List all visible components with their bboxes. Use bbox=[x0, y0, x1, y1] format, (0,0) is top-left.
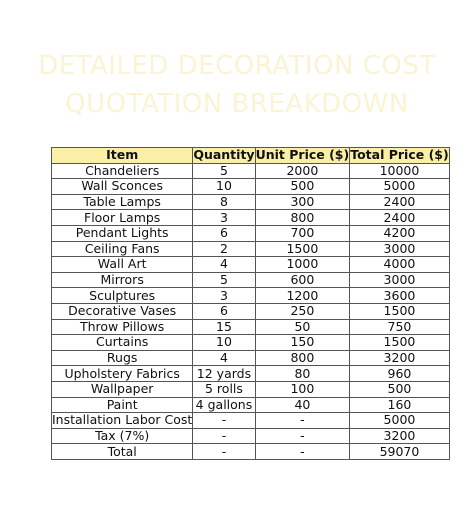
item-cell: Paint bbox=[52, 397, 193, 413]
total-price-cell: 5000 bbox=[350, 179, 449, 195]
item-cell: Throw Pillows bbox=[52, 319, 193, 335]
item-cell: Ceiling Fans bbox=[52, 241, 193, 257]
table-row bbox=[52, 319, 450, 335]
quantity-cell: 6 bbox=[193, 303, 255, 319]
item-cell: Upholstery Fabrics bbox=[52, 366, 193, 382]
total-price-cell: 3000 bbox=[350, 241, 449, 257]
unit-price-cell: 100 bbox=[255, 381, 350, 397]
total-price-cell: 750 bbox=[350, 319, 449, 335]
quantity-cell: 4 gallons bbox=[193, 397, 255, 413]
column-header-total-price: Total Price ($) bbox=[350, 147, 449, 163]
item-cell: Tax (7%) bbox=[52, 428, 193, 444]
unit-price-cell: 300 bbox=[255, 194, 350, 210]
total-price-cell: 2400 bbox=[350, 210, 449, 226]
total-price-cell: 4200 bbox=[350, 225, 449, 241]
table-row bbox=[52, 303, 450, 319]
table-row bbox=[52, 210, 450, 226]
unit-price-cell: 700 bbox=[255, 225, 350, 241]
item-cell: Rugs bbox=[52, 350, 193, 366]
item-cell: Curtains bbox=[52, 335, 193, 351]
table-row bbox=[52, 288, 450, 304]
table-row bbox=[52, 397, 450, 413]
item-cell: Wallpaper bbox=[52, 381, 193, 397]
quantity-cell: 5 rolls bbox=[193, 381, 255, 397]
unit-price-cell: - bbox=[255, 428, 350, 444]
total-price-cell: 3200 bbox=[350, 350, 449, 366]
quantity-cell: 5 bbox=[193, 163, 255, 179]
table-row bbox=[52, 381, 450, 397]
quantity-cell: 4 bbox=[193, 257, 255, 273]
column-header-item: Item bbox=[52, 148, 193, 164]
quantity-cell: 3 bbox=[193, 288, 255, 304]
quantity-cell: 2 bbox=[193, 241, 255, 257]
item-cell: Installation Labor Cost bbox=[52, 412, 193, 428]
unit-price-cell: 600 bbox=[255, 272, 350, 288]
table-row bbox=[52, 444, 450, 460]
item-cell: Chandeliers bbox=[52, 163, 193, 179]
unit-price-cell: 800 bbox=[255, 210, 350, 226]
column-header-quantity: Quantity bbox=[193, 147, 255, 163]
unit-price-cell: - bbox=[255, 413, 350, 429]
table-row bbox=[52, 335, 450, 351]
table-row bbox=[52, 366, 450, 382]
table-row bbox=[52, 413, 450, 429]
quantity-cell: 12 yards bbox=[193, 366, 255, 382]
unit-price-cell: - bbox=[255, 444, 350, 460]
item-cell: Floor Lamps bbox=[52, 210, 193, 226]
quantity-cell: - bbox=[193, 413, 255, 429]
table-row bbox=[52, 179, 450, 195]
table-body bbox=[52, 163, 450, 459]
quantity-cell: 4 bbox=[193, 350, 255, 366]
item-cell: Pendant Lights bbox=[52, 225, 193, 241]
table-row bbox=[52, 272, 450, 288]
quantity-cell: 3 bbox=[193, 210, 255, 226]
table-row bbox=[52, 257, 450, 273]
quantity-cell: 6 bbox=[193, 225, 255, 241]
quantity-cell: - bbox=[193, 428, 255, 444]
quantity-cell: 5 bbox=[193, 272, 255, 288]
item-cell: Wall Sconces bbox=[52, 179, 193, 195]
item-cell: Sculptures bbox=[52, 288, 193, 304]
unit-price-cell: 2000 bbox=[255, 163, 350, 179]
table-row bbox=[52, 225, 450, 241]
unit-price-cell: 150 bbox=[255, 335, 350, 351]
item-cell: Wall Art bbox=[52, 257, 193, 273]
unit-price-cell: 250 bbox=[255, 303, 350, 319]
unit-price-cell: 1200 bbox=[255, 288, 350, 304]
total-price-cell: 4000 bbox=[350, 257, 449, 273]
title-line-2: QUOTATION BREAKDOWN bbox=[65, 89, 409, 119]
quantity-cell: 10 bbox=[193, 335, 255, 351]
cost-table bbox=[51, 147, 450, 460]
quantity-cell: 10 bbox=[193, 179, 255, 195]
unit-price-cell: 1500 bbox=[255, 241, 350, 257]
quantity-cell: 8 bbox=[193, 194, 255, 210]
total-price-cell: 3600 bbox=[350, 288, 449, 304]
item-cell: Mirrors bbox=[52, 272, 193, 288]
total-price-cell: 3000 bbox=[350, 272, 449, 288]
total-price-cell: 1500 bbox=[350, 335, 449, 351]
unit-price-cell: 80 bbox=[255, 366, 350, 382]
total-price-cell: 160 bbox=[350, 397, 449, 413]
table-row bbox=[52, 350, 450, 366]
total-price-cell: 500 bbox=[350, 381, 449, 397]
table-row bbox=[52, 241, 450, 257]
unit-price-cell: 1000 bbox=[255, 257, 350, 273]
table-row bbox=[52, 428, 450, 444]
total-price-cell: 10000 bbox=[350, 163, 449, 179]
total-price-cell: 5000 bbox=[350, 413, 449, 429]
column-header-unit-price: Unit Price ($) bbox=[255, 147, 350, 163]
total-price-cell: 3200 bbox=[350, 428, 449, 444]
total-price-cell: 2400 bbox=[350, 194, 449, 210]
table-row bbox=[52, 194, 450, 210]
unit-price-cell: 500 bbox=[255, 179, 350, 195]
page-title bbox=[0, 47, 474, 123]
quantity-cell: - bbox=[193, 444, 255, 460]
unit-price-cell: 800 bbox=[255, 350, 350, 366]
total-price-cell: 1500 bbox=[350, 303, 449, 319]
total-price-cell: 960 bbox=[350, 366, 449, 382]
table-row bbox=[52, 163, 450, 179]
quantity-cell: 15 bbox=[193, 319, 255, 335]
total-price-cell: 59070 bbox=[350, 444, 449, 460]
table-header-row bbox=[52, 148, 450, 164]
unit-price-cell: 40 bbox=[255, 397, 350, 413]
unit-price-cell: 50 bbox=[255, 319, 350, 335]
title-line-1: DETAILED DECORATION COST bbox=[38, 51, 436, 81]
item-cell: Total bbox=[52, 444, 193, 460]
item-cell: Table Lamps bbox=[52, 194, 193, 210]
item-cell: Decorative Vases bbox=[52, 303, 193, 319]
